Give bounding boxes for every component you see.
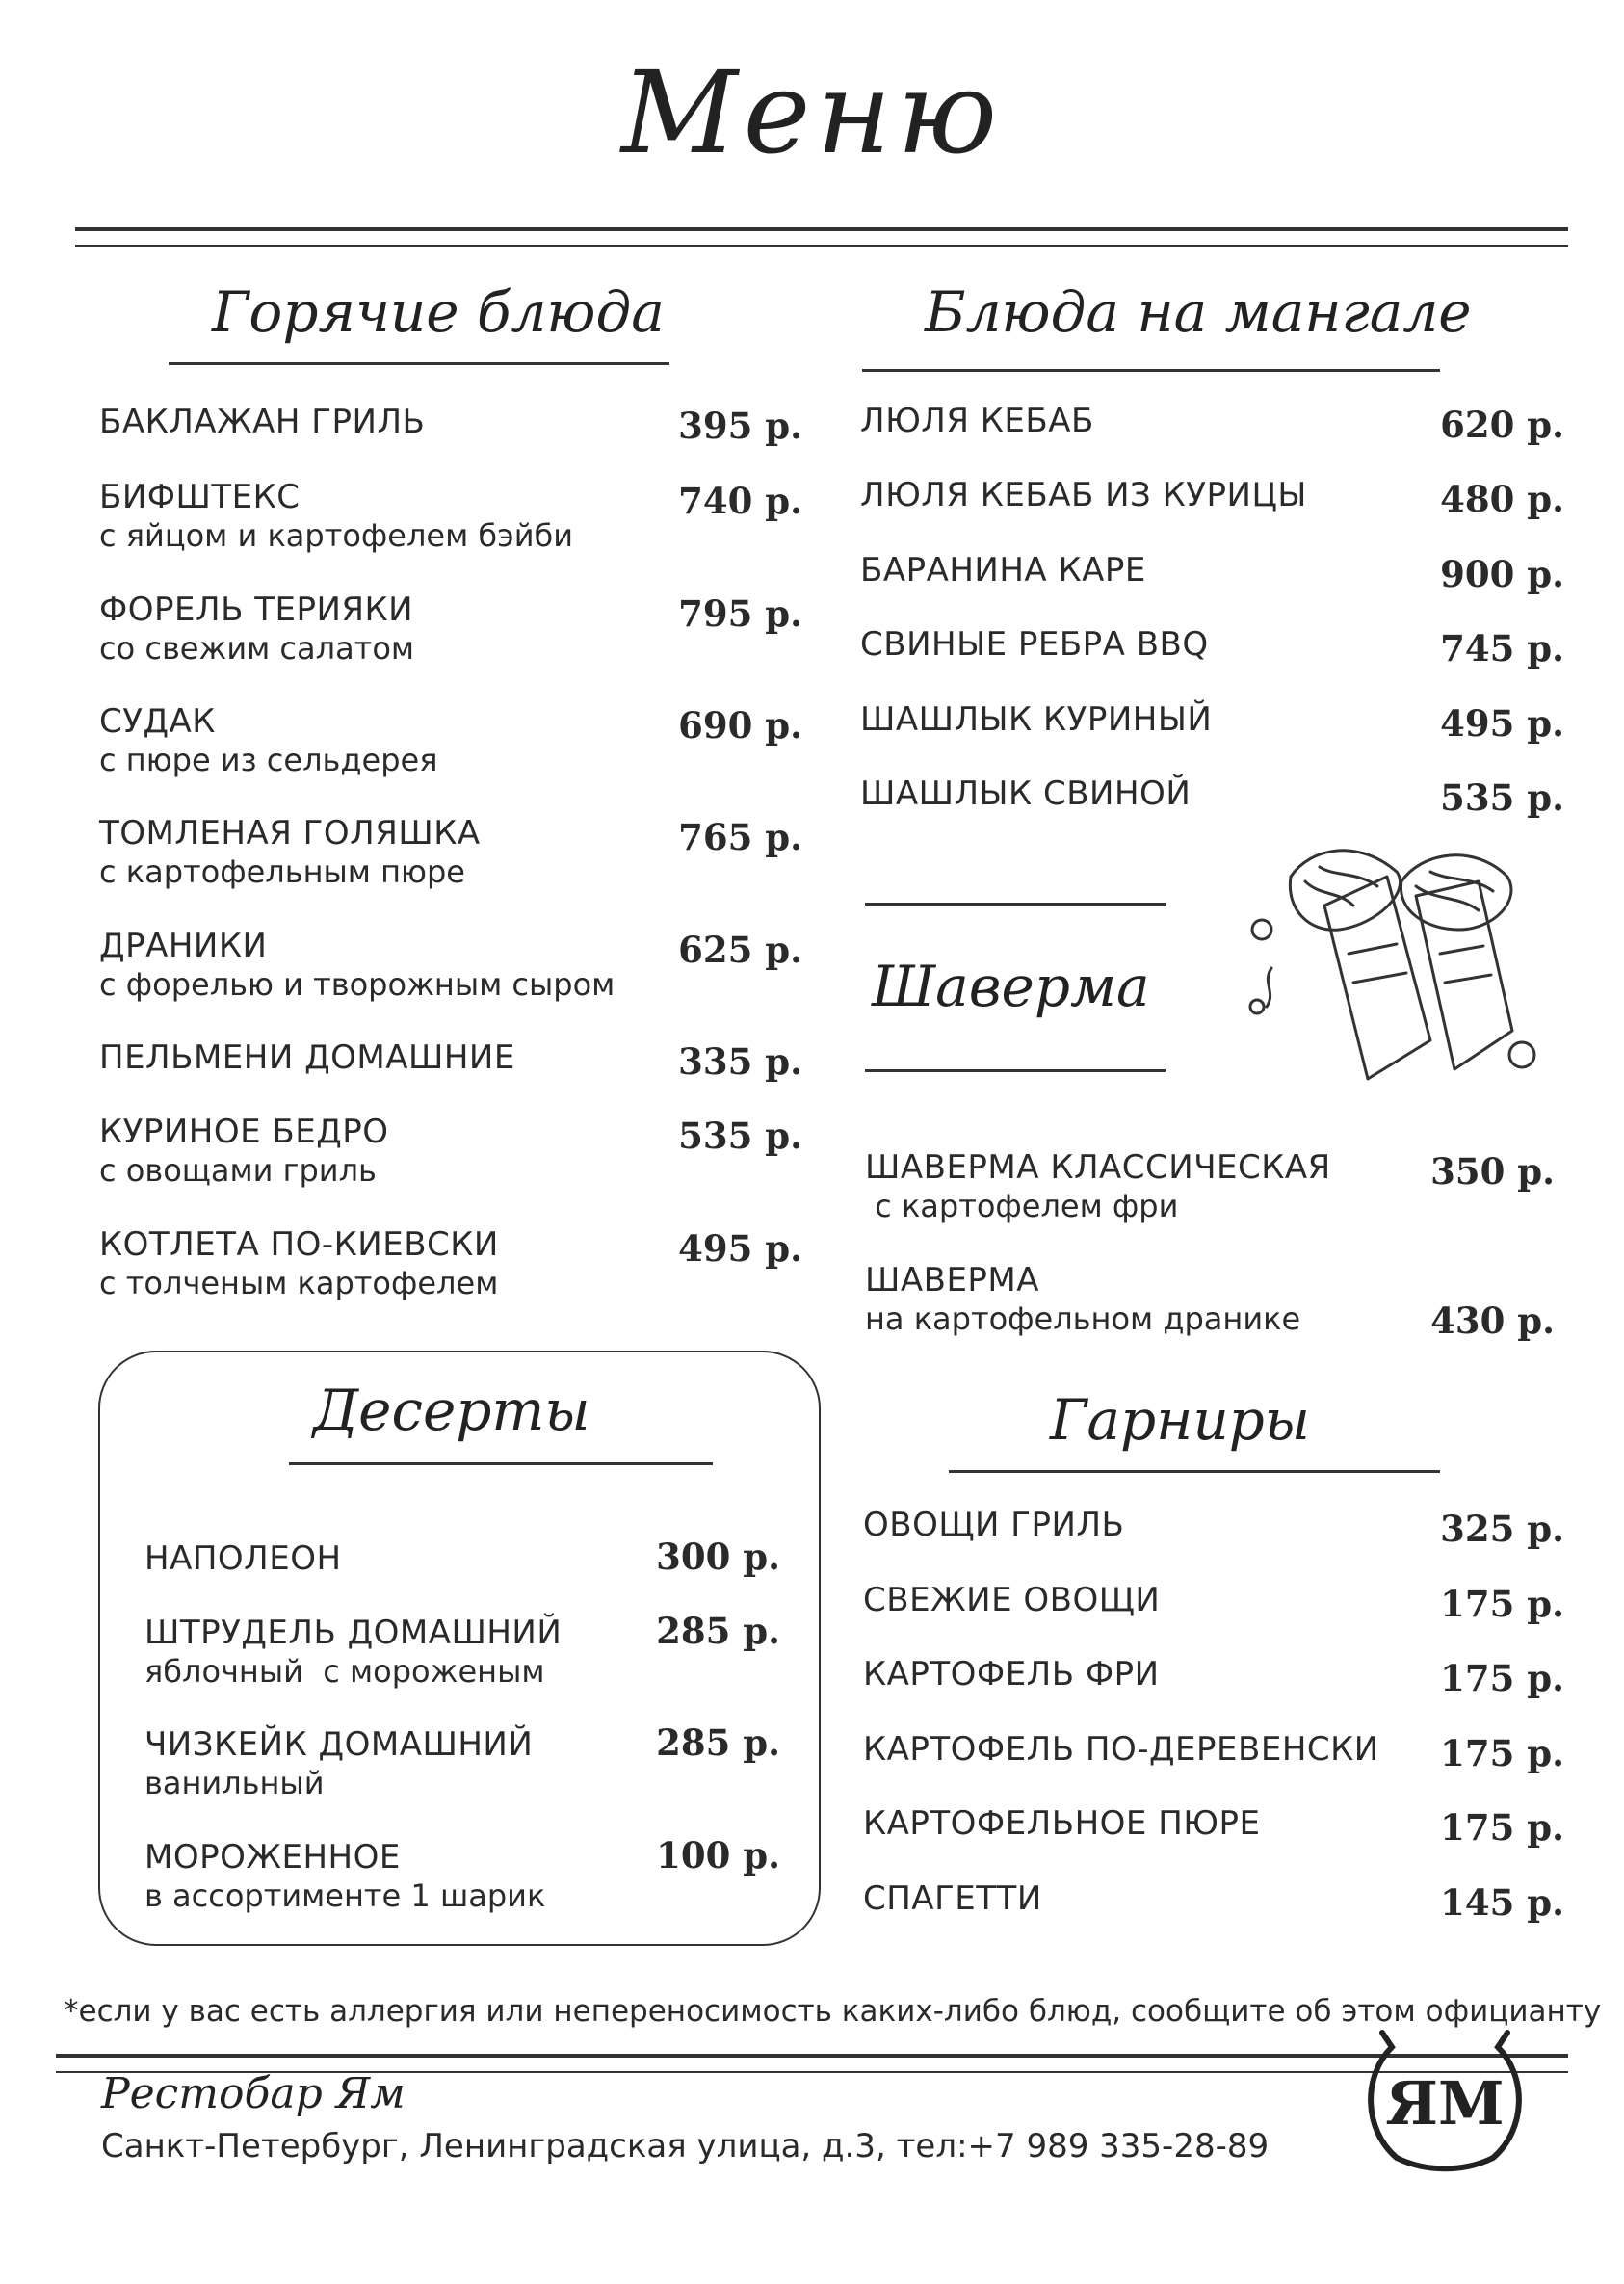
shawarma-rule-bottom [865, 1069, 1166, 1072]
item-price: 300 р. [656, 1536, 780, 1578]
menu-item-ice-cream [144, 1838, 545, 1915]
item-name: НАПОЛЕОН [144, 1539, 342, 1578]
address: Санкт-Петербург, Ленинградская улица, д.3, тел:+7 989 335-28-89 [101, 2127, 1270, 2166]
item-name: ДРАНИКИ [99, 927, 268, 965]
footer-rule-top [56, 2054, 1568, 2058]
item-name: КАРТОФЕЛЬ ФРИ [863, 1655, 1160, 1693]
item-price: 765 р. [678, 816, 802, 858]
menu-item-zander [99, 702, 437, 779]
menu-item-chicken-kiev [99, 1225, 499, 1302]
title-rule-bottom [75, 245, 1568, 247]
menu-item-grilled-vegetables [863, 1506, 1124, 1544]
item-description: ванильный [144, 1765, 325, 1801]
sides-section-rule [949, 1470, 1440, 1473]
item-price: 285 р. [656, 1721, 780, 1764]
item-price: 335 р. [678, 1040, 802, 1083]
logo-text: ЯМ [1385, 2068, 1505, 2139]
item-price: 740 р. [678, 480, 802, 522]
shawarma-section-title: Шаверма [872, 954, 1150, 1019]
item-description: на картофельном дранике [865, 1300, 1301, 1337]
item-price: 145 р. [1440, 1881, 1564, 1924]
item-name: СВИНЫЕ РЕБРА BBQ [860, 625, 1209, 664]
title-rule-top [75, 227, 1568, 231]
item-price: 900 р. [1440, 553, 1564, 595]
menu-item-shawarma-classic [865, 1148, 1331, 1225]
item-price: 480 р. [1440, 478, 1564, 520]
item-price: 100 р. [656, 1834, 780, 1877]
item-name: СУДАК [99, 702, 216, 741]
menu-item-mashed-potatoes [863, 1804, 1260, 1843]
item-name: ЛЮЛЯ КЕБАБ ИЗ КУРИЦЫ [860, 476, 1307, 514]
item-price: 175 р. [1440, 1583, 1564, 1625]
menu-item-lamb-rack [860, 551, 1146, 590]
item-description: яблочный с мороженым [144, 1653, 545, 1690]
restobar-name: Рестобар Ям [101, 2069, 406, 2118]
item-price: 495 р. [678, 1227, 802, 1270]
menu-item-country-potatoes [863, 1730, 1379, 1769]
menu-item-trout-teriyaki [99, 591, 414, 668]
item-price: 175 р. [1440, 1806, 1564, 1849]
restobar-logo-icon [1358, 2023, 1532, 2177]
item-name: БИФШТЕКС [99, 478, 301, 516]
item-name: ШАВЕРМА [865, 1261, 1040, 1300]
item-price: 620 р. [1440, 404, 1564, 446]
item-price: 745 р. [1440, 627, 1564, 669]
item-price: 395 р. [678, 405, 802, 447]
item-name: БАРАНИНА КАРЕ [860, 551, 1146, 590]
item-description: с картофелем фри [865, 1188, 1179, 1224]
menu-item-pelmeni [99, 1038, 515, 1077]
hot-section-title: Горячие блюда [212, 279, 665, 345]
item-description: с пюре из сельдерея [99, 742, 438, 778]
menu-item-eggplant [99, 403, 425, 441]
item-price: 430 р. [1430, 1300, 1555, 1342]
menu-item-steak [99, 478, 573, 555]
menu-title: Меню [620, 46, 1004, 179]
menu-item-pork-ribs [860, 625, 1209, 664]
item-name: ЛЮЛЯ КЕБАБ [860, 402, 1094, 440]
item-price: 495 р. [1440, 702, 1564, 745]
item-price: 325 р. [1440, 1508, 1564, 1550]
item-name: ТОМЛЕНАЯ ГОЛЯШКА [99, 814, 481, 853]
menu-item-cheesecake [144, 1725, 533, 1802]
item-name: ОВОЩИ ГРИЛЬ [863, 1506, 1125, 1544]
item-name: ПЕЛЬМЕНИ ДОМАШНИЕ [99, 1038, 515, 1077]
menu-item-french-fries [863, 1655, 1160, 1693]
item-name: ШАШЛЫК КУРИНЫЙ [860, 700, 1213, 739]
item-name: ШТРУДЕЛЬ ДОМАШНИЙ [144, 1614, 563, 1652]
sides-section-title: Гарниры [1050, 1387, 1311, 1453]
item-price: 285 р. [656, 1610, 780, 1652]
item-price: 350 р. [1430, 1150, 1555, 1193]
menu-item-strudel [144, 1614, 562, 1691]
desserts-section-title: Десерты [313, 1378, 590, 1443]
item-price: 795 р. [678, 592, 802, 635]
item-name: СВЕЖИЕ ОВОЩИ [863, 1581, 1161, 1619]
menu-item-chicken-shashlik [860, 700, 1212, 739]
item-name: ШАШЛЫК СВИНОЙ [860, 774, 1192, 813]
menu-item-fresh-vegetables [863, 1581, 1160, 1619]
item-description: с форелью и творожным сыром [99, 966, 616, 1003]
item-price: 625 р. [678, 929, 802, 971]
item-price: 175 р. [1440, 1657, 1564, 1699]
item-description: со свежим салатом [99, 630, 415, 667]
desserts-section-rule [289, 1462, 713, 1465]
shawarma-wrap-sketch-icon [1233, 838, 1541, 1117]
item-name: МОРОЖЕННОЕ [144, 1838, 401, 1877]
item-description: с толченым картофелем [99, 1265, 499, 1301]
item-description: с овощами гриль [99, 1152, 377, 1189]
shawarma-rule-top [865, 903, 1166, 906]
item-name: БАКЛАЖАН ГРИЛЬ [99, 403, 426, 441]
item-description: с картофельным пюре [99, 853, 465, 890]
item-name: ФОРЕЛЬ ТЕРИЯКИ [99, 591, 414, 629]
menu-item-chicken-lula-kebab [860, 476, 1307, 514]
item-price: 535 р. [1440, 776, 1564, 819]
menu-item-napoleon [144, 1539, 342, 1578]
grill-section-title: Блюда на мангале [925, 279, 1472, 345]
item-name: КАРТОФЕЛЬ ПО-ДЕРЕВЕНСКИ [863, 1730, 1379, 1769]
item-name: ШАВЕРМА КЛАССИЧЕСКАЯ [865, 1148, 1331, 1187]
allergy-note: *если у вас есть аллергия или непереносимость каких-либо блюд, сообщите об этом официанту [64, 1994, 1602, 2029]
item-name: КАРТОФЕЛЬНОЕ ПЮРЕ [863, 1804, 1261, 1843]
item-name: КУРИНОЕ БЕДРО [99, 1113, 389, 1151]
item-name: ЧИЗКЕЙК ДОМАШНИЙ [144, 1725, 534, 1764]
item-description: с яйцом и картофелем бэйби [99, 517, 574, 554]
item-name: СПАГЕТТИ [863, 1879, 1042, 1918]
hot-section-rule [169, 362, 669, 365]
menu-item-pork-shashlik [860, 774, 1191, 813]
menu-item-draniki [99, 927, 615, 1004]
item-price: 535 р. [678, 1115, 802, 1157]
item-price: 175 р. [1440, 1732, 1564, 1774]
menu-item-shawarma-draniki [865, 1261, 1300, 1338]
menu-item-spaghetti [863, 1879, 1042, 1918]
menu-item-pork-knuckle [99, 814, 481, 891]
menu-item-chicken-thigh [99, 1113, 389, 1190]
item-description: в ассортименте 1 шарик [144, 1877, 546, 1914]
menu-item-lula-kebab [860, 402, 1094, 440]
item-name: КОТЛЕТА ПО-КИЕВСКИ [99, 1225, 499, 1264]
item-price: 690 р. [678, 704, 802, 747]
grill-section-rule [862, 369, 1440, 372]
